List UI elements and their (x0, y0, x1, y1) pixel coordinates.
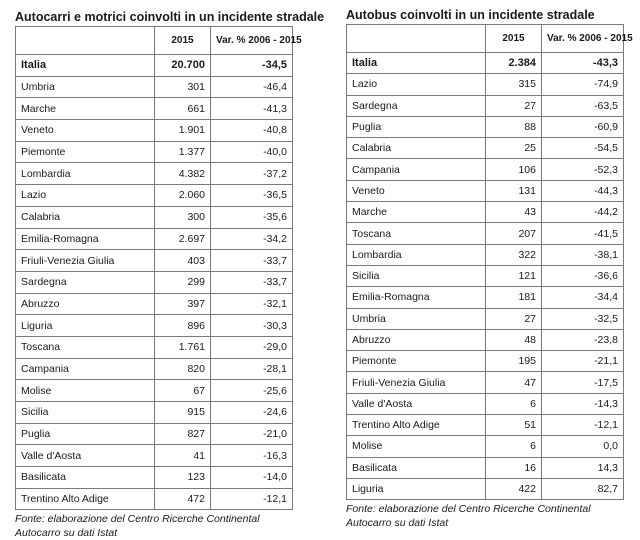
table-row (347, 138, 624, 159)
trucks-header-year: 2015 (155, 27, 211, 55)
buses-header-region (347, 25, 486, 53)
value-2015-cell: 661 (155, 98, 211, 120)
table-row (16, 141, 293, 163)
value-2015-cell: 472 (155, 488, 211, 510)
buses-table-body (347, 53, 624, 500)
region-cell: Campania (347, 159, 486, 180)
buses-source-note: Fonte: elaborazione del Centro Ricerche Continental Autocarro su dati Istat (346, 503, 591, 530)
variation-cell: 82,7 (542, 478, 624, 499)
value-2015-cell: 397 (155, 293, 211, 315)
region-cell: Umbria (16, 76, 155, 98)
table-row (16, 271, 293, 293)
value-2015-cell: 195 (486, 351, 542, 372)
variation-cell: -32,1 (211, 293, 293, 315)
table-row (16, 76, 293, 98)
value-2015-cell: 47 (486, 372, 542, 393)
region-cell: Marche (16, 98, 155, 120)
variation-cell: -40,8 (211, 120, 293, 142)
region-cell: Lazio (16, 185, 155, 207)
variation-cell: -44,2 (542, 202, 624, 223)
variation-cell: -34,4 (542, 287, 624, 308)
value-2015-cell: 322 (486, 244, 542, 265)
variation-cell: -37,2 (211, 163, 293, 185)
table-row (16, 120, 293, 142)
region-cell: Liguria (16, 315, 155, 337)
variation-cell: 14,3 (542, 457, 624, 478)
value-2015-cell: 827 (155, 423, 211, 445)
variation-cell: -52,3 (542, 159, 624, 180)
region-cell: Valle d'Aosta (16, 445, 155, 467)
region-cell: Umbria (347, 308, 486, 329)
region-cell: Lombardia (16, 163, 155, 185)
variation-cell: -29,0 (211, 336, 293, 358)
region-cell: Piemonte (347, 351, 486, 372)
value-2015-cell: 820 (155, 358, 211, 380)
value-2015-cell: 6 (486, 393, 542, 414)
variation-cell: -30,3 (211, 315, 293, 337)
variation-cell: -34,2 (211, 228, 293, 250)
variation-cell: -14,0 (211, 467, 293, 489)
value-2015-cell: 123 (155, 467, 211, 489)
table-row (347, 329, 624, 350)
table-row (16, 423, 293, 445)
table-row (347, 265, 624, 286)
variation-cell: -46,4 (211, 76, 293, 98)
variation-cell: -43,3 (542, 53, 624, 74)
table-row (347, 457, 624, 478)
region-cell: Sardegna (16, 271, 155, 293)
table-row (16, 315, 293, 337)
value-2015-cell: 51 (486, 415, 542, 436)
value-2015-cell: 1.901 (155, 120, 211, 142)
value-2015-cell: 4.382 (155, 163, 211, 185)
table-row (347, 287, 624, 308)
variation-cell: -24,6 (211, 402, 293, 424)
variation-cell: -33,7 (211, 250, 293, 272)
value-2015-cell: 422 (486, 478, 542, 499)
table-row (347, 223, 624, 244)
table-row (347, 393, 624, 414)
trucks-table (15, 26, 302, 510)
value-2015-cell: 106 (486, 159, 542, 180)
region-cell: Molise (16, 380, 155, 402)
variation-cell: -25,6 (211, 380, 293, 402)
table-row (16, 185, 293, 207)
value-2015-cell: 207 (486, 223, 542, 244)
value-2015-cell: 131 (486, 180, 542, 201)
value-2015-cell: 915 (155, 402, 211, 424)
variation-cell: -34,5 (211, 55, 293, 77)
region-cell: Trentino Alto Adige (347, 415, 486, 436)
variation-cell: -33,7 (211, 271, 293, 293)
value-2015-cell: 2.060 (155, 185, 211, 207)
variation-cell: -36,6 (542, 265, 624, 286)
value-2015-cell: 403 (155, 250, 211, 272)
region-cell: Trentino Alto Adige (16, 488, 155, 510)
table-row (16, 228, 293, 250)
table-row (16, 336, 293, 358)
variation-cell: -21,1 (542, 351, 624, 372)
trucks-source-note: Fonte: elaborazione del Centro Ricerche Continental Autocarro su dati Istat (15, 513, 260, 540)
buses-table (346, 24, 633, 500)
region-cell: Puglia (347, 116, 486, 137)
table-row (16, 98, 293, 120)
region-cell: Basilicata (16, 467, 155, 489)
buses-table-header-row (347, 25, 624, 53)
table-row (16, 467, 293, 489)
variation-cell: -41,3 (211, 98, 293, 120)
table-row (16, 488, 293, 510)
region-cell: Emilia-Romagna (347, 287, 486, 308)
region-cell: Toscana (16, 336, 155, 358)
value-2015-cell: 27 (486, 308, 542, 329)
region-cell: Liguria (347, 478, 486, 499)
table-row (347, 95, 624, 116)
variation-cell: -32,5 (542, 308, 624, 329)
variation-cell: -21,0 (211, 423, 293, 445)
table-row (347, 180, 624, 201)
variation-cell: -35,6 (211, 206, 293, 228)
trucks-table-title: Autocarri e motrici coinvolti in un incidente stradale (15, 10, 325, 24)
variation-cell: -40,0 (211, 141, 293, 163)
variation-cell: -38,1 (542, 244, 624, 265)
region-cell: Veneto (16, 120, 155, 142)
region-cell: Lombardia (347, 244, 486, 265)
buses-header-year: 2015 (486, 25, 542, 53)
region-cell: Veneto (347, 180, 486, 201)
region-cell: Abruzzo (347, 329, 486, 350)
trucks-table-body (16, 55, 293, 510)
table-row (347, 372, 624, 393)
region-cell: Friuli-Venezia Giulia (347, 372, 486, 393)
region-cell: Calabria (347, 138, 486, 159)
table-row (16, 250, 293, 272)
value-2015-cell: 27 (486, 95, 542, 116)
variation-cell: 0,0 (542, 436, 624, 457)
trucks-panel (15, 0, 325, 540)
table-row (347, 308, 624, 329)
value-2015-cell: 67 (155, 380, 211, 402)
total-row (16, 55, 293, 77)
variation-cell: -12,1 (211, 488, 293, 510)
region-cell: Molise (347, 436, 486, 457)
region-cell: Italia (16, 55, 155, 77)
region-cell: Calabria (16, 206, 155, 228)
table-row (347, 159, 624, 180)
value-2015-cell: 1.761 (155, 336, 211, 358)
table-row (16, 445, 293, 467)
value-2015-cell: 20.700 (155, 55, 211, 77)
region-cell: Piemonte (16, 141, 155, 163)
variation-cell: -74,9 (542, 74, 624, 95)
table-row (16, 293, 293, 315)
region-cell: Lazio (347, 74, 486, 95)
variation-cell: -28,1 (211, 358, 293, 380)
table-row (347, 415, 624, 436)
variation-cell: -14,3 (542, 393, 624, 414)
region-cell: Toscana (347, 223, 486, 244)
table-row (347, 202, 624, 223)
buses-table-title: Autobus coinvolti in un incidente stradale (346, 8, 595, 22)
table-row (16, 402, 293, 424)
table-row (347, 351, 624, 372)
value-2015-cell: 43 (486, 202, 542, 223)
value-2015-cell: 315 (486, 74, 542, 95)
value-2015-cell: 2.697 (155, 228, 211, 250)
value-2015-cell: 301 (155, 76, 211, 98)
value-2015-cell: 25 (486, 138, 542, 159)
region-cell: Puglia (16, 423, 155, 445)
value-2015-cell: 896 (155, 315, 211, 337)
variation-cell: -16,3 (211, 445, 293, 467)
variation-cell: -44,3 (542, 180, 624, 201)
value-2015-cell: 121 (486, 265, 542, 286)
region-cell: Abruzzo (16, 293, 155, 315)
region-cell: Sardegna (347, 95, 486, 116)
trucks-table-header-row (16, 27, 293, 55)
variation-cell: -54,5 (542, 138, 624, 159)
trucks-header-region (16, 27, 155, 55)
value-2015-cell: 16 (486, 457, 542, 478)
table-row (16, 206, 293, 228)
region-cell: Basilicata (347, 457, 486, 478)
variation-cell: -63,5 (542, 95, 624, 116)
region-cell: Friuli-Venezia Giulia (16, 250, 155, 272)
region-cell: Italia (347, 53, 486, 74)
region-cell: Sicilia (347, 265, 486, 286)
variation-cell: -12,1 (542, 415, 624, 436)
table-row (16, 163, 293, 185)
region-cell: Emilia-Romagna (16, 228, 155, 250)
table-row (16, 380, 293, 402)
value-2015-cell: 181 (486, 287, 542, 308)
table-row (347, 74, 624, 95)
table-row (347, 244, 624, 265)
table-row (347, 478, 624, 499)
region-cell: Valle d'Aosta (347, 393, 486, 414)
table-row (16, 358, 293, 380)
buses-header-var: Var. % 2006 - 2015 (542, 25, 624, 53)
value-2015-cell: 41 (155, 445, 211, 467)
value-2015-cell: 299 (155, 271, 211, 293)
value-2015-cell: 48 (486, 329, 542, 350)
variation-cell: -60,9 (542, 116, 624, 137)
total-row (347, 53, 624, 74)
region-cell: Sicilia (16, 402, 155, 424)
trucks-header-var: Var. % 2006 - 2015 (211, 27, 293, 55)
value-2015-cell: 1.377 (155, 141, 211, 163)
variation-cell: -41,5 (542, 223, 624, 244)
variation-cell: -36,5 (211, 185, 293, 207)
region-cell: Marche (347, 202, 486, 223)
value-2015-cell: 88 (486, 116, 542, 137)
buses-panel (346, 0, 633, 530)
table-row (347, 116, 624, 137)
region-cell: Campania (16, 358, 155, 380)
variation-cell: -17,5 (542, 372, 624, 393)
value-2015-cell: 300 (155, 206, 211, 228)
variation-cell: -23,8 (542, 329, 624, 350)
value-2015-cell: 6 (486, 436, 542, 457)
value-2015-cell: 2.384 (486, 53, 542, 74)
table-row (347, 436, 624, 457)
